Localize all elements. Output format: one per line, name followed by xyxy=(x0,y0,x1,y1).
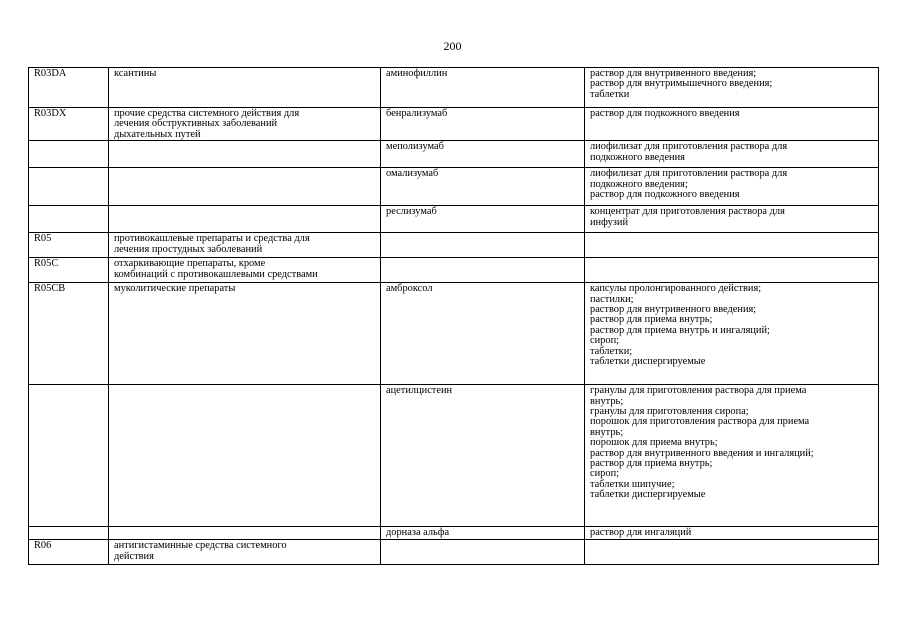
drug-name-cell xyxy=(381,540,585,565)
atc-code-cell xyxy=(29,108,109,141)
atc-code: R05C xyxy=(34,258,59,270)
drug-name-line: бенрализумаб xyxy=(386,108,448,119)
atc-code-cell xyxy=(29,258,109,283)
drug-name-cell xyxy=(381,68,585,108)
atc-code: R05 xyxy=(34,233,52,245)
dosage-form-line: лиофилизат для приготовления раствора для xyxy=(590,141,788,153)
anatomical-group-cell xyxy=(109,68,381,108)
dosage-form-cell xyxy=(585,206,879,233)
anatomical-group-line: антигистаминные средства системного xyxy=(114,540,287,552)
drug-name-line: амброксол xyxy=(386,283,433,295)
table-row xyxy=(29,206,879,233)
drug-name-line: ацетилцистеин xyxy=(386,385,453,397)
dosage-form-line: таблетки диспергируемые xyxy=(590,489,706,501)
dosage-form-cell xyxy=(585,540,879,565)
dosage-form-line: раствор для внутримышечного введения; xyxy=(590,78,773,90)
dosage-form-cell xyxy=(585,258,879,283)
table-row xyxy=(29,540,879,565)
dosage-form-line: раствор для ингаляций xyxy=(590,527,692,539)
dosage-form-line: раствор для подкожного введения xyxy=(590,108,740,119)
dosage-form-line: сироп; xyxy=(590,468,620,480)
atc-code-cell xyxy=(29,141,109,168)
page-number: 200 xyxy=(443,39,462,53)
anatomical-group-cell xyxy=(109,527,381,540)
drug-name-line: аминофиллин xyxy=(386,68,448,79)
anatomical-group-cell xyxy=(109,540,381,565)
dosage-form-cell xyxy=(585,283,879,385)
dosage-form-line: концентрат для приготовления раствора для xyxy=(590,206,785,218)
dosage-form-cell xyxy=(585,233,879,258)
dosage-form-line: гранулы для приготовления сиропа; xyxy=(590,406,749,418)
anatomical-group-line: отхаркивающие препараты, кроме xyxy=(114,258,266,270)
atc-code-cell xyxy=(29,385,109,527)
drug-name-cell xyxy=(381,527,585,540)
drug-name-line: реслизумаб xyxy=(386,206,437,218)
dosage-form-cell xyxy=(585,141,879,168)
drug-name-line: меполизумаб xyxy=(386,141,444,153)
atc-code-cell xyxy=(29,68,109,108)
drug-name-line: омализумаб xyxy=(386,168,439,180)
atc-code-cell xyxy=(29,540,109,565)
anatomical-group-line: ксантины xyxy=(114,68,157,79)
dosage-form-line: таблетки xyxy=(590,88,630,100)
dosage-form-line: раствор для внутривенного введения; xyxy=(590,68,757,79)
dosage-form-line: раствор для приема внутрь; xyxy=(590,458,713,470)
atc-code-cell xyxy=(29,168,109,206)
dosage-form-line: таблетки; xyxy=(590,345,633,357)
dosage-form-line: внутрь; xyxy=(590,395,624,407)
anatomical-group-line: дыхательных путей xyxy=(114,128,201,140)
atc-code: R06 xyxy=(34,540,52,552)
anatomical-group-cell xyxy=(109,168,381,206)
anatomical-group-line: лечения простудных заболеваний xyxy=(114,243,263,255)
dosage-form-line: пастилки; xyxy=(590,293,634,305)
atc-code: R05CB xyxy=(34,283,66,295)
dosage-form-line: порошок для приема внутрь; xyxy=(590,437,718,449)
table-row xyxy=(29,258,879,283)
anatomical-group-line: комбинаций с противокашлевыми средствами xyxy=(114,268,318,280)
anatomical-group-cell xyxy=(109,283,381,385)
dosage-form-line: гранулы для приготовления раствора для приема xyxy=(590,385,807,397)
anatomical-group-line: действия xyxy=(114,550,154,562)
anatomical-group-line: муколитические препараты xyxy=(114,283,236,295)
anatomical-group-cell xyxy=(109,108,381,141)
dosage-form-line: порошок для приготовления раствора для приема xyxy=(590,416,810,428)
drug-name-line: дорназа альфа xyxy=(386,527,450,539)
anatomical-group-line: противокашлевые препараты и средства для xyxy=(114,233,310,245)
dosage-form-line: сироп; xyxy=(590,335,620,347)
dosage-form-line: подкожного введения xyxy=(590,151,685,163)
drug-name-cell xyxy=(381,206,585,233)
atc-code-cell xyxy=(29,283,109,385)
drug-name-cell xyxy=(381,385,585,527)
table-row xyxy=(29,385,879,527)
anatomical-group-cell xyxy=(109,141,381,168)
dosage-form-cell xyxy=(585,108,879,141)
drug-name-cell xyxy=(381,141,585,168)
atc-code-cell xyxy=(29,233,109,258)
drug-name-cell xyxy=(381,258,585,283)
drug-table-body xyxy=(29,68,879,565)
drug-name-cell xyxy=(381,108,585,141)
anatomical-group-cell xyxy=(109,385,381,527)
drug-name-cell xyxy=(381,168,585,206)
anatomical-group-line: лечения обструктивных заболеваний xyxy=(114,118,278,130)
dosage-form-line: подкожного введения; xyxy=(590,178,688,190)
anatomical-group-cell xyxy=(109,206,381,233)
dosage-form-line: внутрь; xyxy=(590,426,624,438)
anatomical-group-cell xyxy=(109,258,381,283)
table-row xyxy=(29,68,879,108)
dosage-form-line: раствор для внутривенного введения; xyxy=(590,304,757,316)
dosage-form-line: таблетки шипучие; xyxy=(590,478,675,490)
drug-table xyxy=(28,67,879,565)
drug-name-cell xyxy=(381,233,585,258)
dosage-form-line: раствор для внутривенного введения и ингаляций; xyxy=(590,447,814,459)
anatomical-group-line: прочие средства системного действия для xyxy=(114,108,300,119)
table-row xyxy=(29,233,879,258)
drug-name-cell xyxy=(381,283,585,385)
dosage-form-cell xyxy=(585,168,879,206)
table-row xyxy=(29,168,879,206)
table-row xyxy=(29,108,879,141)
atc-code-cell xyxy=(29,527,109,540)
dosage-form-line: раствор для подкожного введения xyxy=(590,189,740,201)
dosage-form-line: капсулы пролонгированного действия; xyxy=(590,283,762,295)
dosage-form-line: раствор для приема внутрь и ингаляций; xyxy=(590,324,770,336)
table-row xyxy=(29,527,879,540)
dosage-form-cell xyxy=(585,68,879,108)
table-row xyxy=(29,283,879,385)
atc-code-cell xyxy=(29,206,109,233)
atc-code: R03DX xyxy=(34,108,67,119)
dosage-form-cell xyxy=(585,385,879,527)
atc-code: R03DA xyxy=(34,68,67,79)
dosage-form-line: лиофилизат для приготовления раствора для xyxy=(590,168,788,180)
dosage-form-line: инфузий xyxy=(590,216,629,228)
table-row xyxy=(29,141,879,168)
dosage-form-line: таблетки диспергируемые xyxy=(590,356,706,368)
anatomical-group-cell xyxy=(109,233,381,258)
dosage-form-line: раствор для приема внутрь; xyxy=(590,314,713,326)
dosage-form-cell xyxy=(585,527,879,540)
